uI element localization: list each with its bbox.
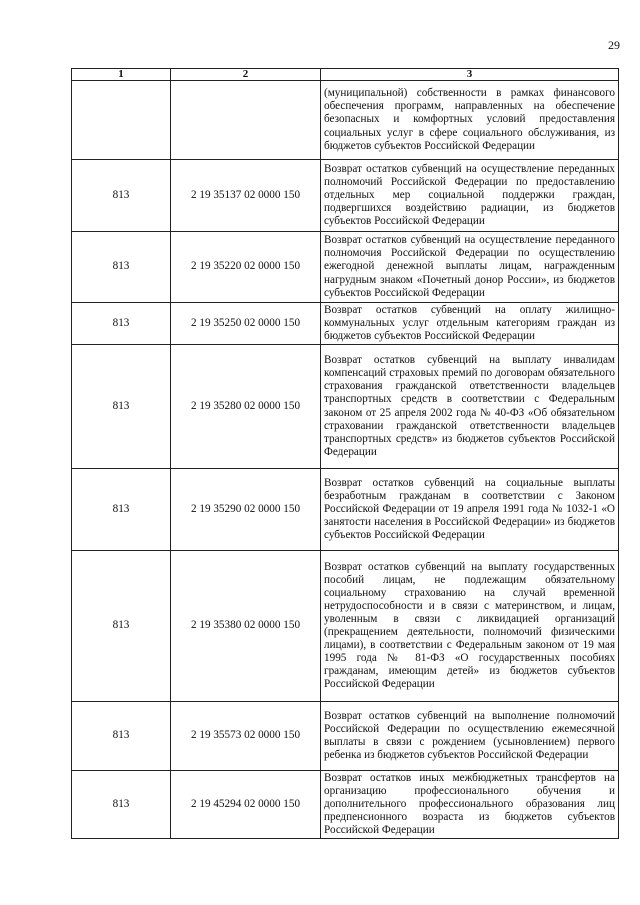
table-row [72,232,619,303]
admin-code-cell [72,81,171,160]
admin-code-cell: 813 [72,771,171,839]
table-row [72,303,619,345]
table-row [72,345,619,469]
table-row [72,551,619,702]
kbk-code-cell: 2 19 35137 02 0000 150 [171,160,321,232]
table-row [72,160,619,232]
description-cell: Возврат остатков иных межбюджетных трансфертов на организацию профессионального обучения и дополнительного профессионального образования лиц предпенсионного возраста из бюджетов субъектов Российской Федерации [321,771,619,839]
table-row [72,702,619,771]
header-col-3: 3 [321,69,619,81]
description-cell: Возврат остатков субвенций на социальные выплаты безработным гражданам в соответствии с Законом Российской Федерации от 19 апреля 1991 года № 1032-1 «О занятости населения в Российской Федерации» из бюджетов субъектов Российской Федерации [321,469,619,551]
kbk-code-cell [171,81,321,160]
table-row [72,81,619,160]
table-row [72,469,619,551]
header-col-2: 2 [171,69,321,81]
admin-code-cell: 813 [72,345,171,469]
description-cell: (муниципальной) собственности в рамках финансового обеспечения программ, направленных на обеспечение безопасных и комфортных условий предоставления социальных услуг в сфере социального обслуживания, из бюджетов субъектов Российской Федерации [321,81,619,160]
budget-codes-table [71,68,619,839]
description-cell: Возврат остатков субвенций на осуществление переданных полномочий Российской Федерации по предоставлению отдельных мер социальной поддержки граждан, подвергшихся воздействию радиации, из бюджетов субъектов Российской Федерации [321,160,619,232]
admin-code-cell: 813 [72,551,171,702]
table-header-row [72,69,619,81]
description-cell: Возврат остатков субвенций на оплату жилищно-коммунальных услуг отдельным категориям граждан из бюджетов субъектов Российской Федерации [321,303,619,345]
header-col-1: 1 [72,69,171,81]
kbk-code-cell: 2 19 35290 02 0000 150 [171,469,321,551]
admin-code-cell: 813 [72,702,171,771]
kbk-code-cell: 2 19 35380 02 0000 150 [171,551,321,702]
admin-code-cell: 813 [72,232,171,303]
description-cell: Возврат остатков субвенций на выплату государственных пособий лицам, не подлежащим обязательному социальному страхованию на случай временной нетрудоспособности и в связи с материнством, и лицам, уволенным в связи с ликвидацией организаций (прекращением деятельности, полномочий физическими лицами), в соответствии с Федеральным законом от 19 мая 1995 года № 81-ФЗ «О государственных пособиях гражданам, имеющим детей» из бюджетов субъектов Российской Федерации [321,551,619,702]
table-row [72,771,619,839]
kbk-code-cell: 2 19 35573 02 0000 150 [171,702,321,771]
admin-code-cell: 813 [72,469,171,551]
kbk-code-cell: 2 19 35220 02 0000 150 [171,232,321,303]
description-cell: Возврат остатков субвенций на выполнение полномочий Российской Федерации по осуществлению ежемесячной выплаты в связи с рождением (усыновлением) первого ребенка из бюджетов субъектов Российской Федерации [321,702,619,771]
description-cell: Возврат остатков субвенций на осуществление переданного полномочия Российской Федерации по осуществлению ежегодной денежной выплаты лицам, награжденным нагрудным знаком «Почетный донор России», из бюджетов субъектов Российской Федерации [321,232,619,303]
kbk-code-cell: 2 19 45294 02 0000 150 [171,771,321,839]
description-cell: Возврат остатков субвенций на выплату инвалидам компенсаций страховых премий по договорам обязательного страхования гражданской ответственности владельцев транспортных средств в соответствии с Федеральным законом от 25 апреля 2002 года № 40-ФЗ «Об обязательном страховании гражданской ответственности владельцев транспортных средств» из бюджетов субъектов Российской Федерации [321,345,619,469]
admin-code-cell: 813 [72,303,171,345]
kbk-code-cell: 2 19 35250 02 0000 150 [171,303,321,345]
kbk-code-cell: 2 19 35280 02 0000 150 [171,345,321,469]
admin-code-cell: 813 [72,160,171,232]
page-number: 29 [608,38,620,52]
